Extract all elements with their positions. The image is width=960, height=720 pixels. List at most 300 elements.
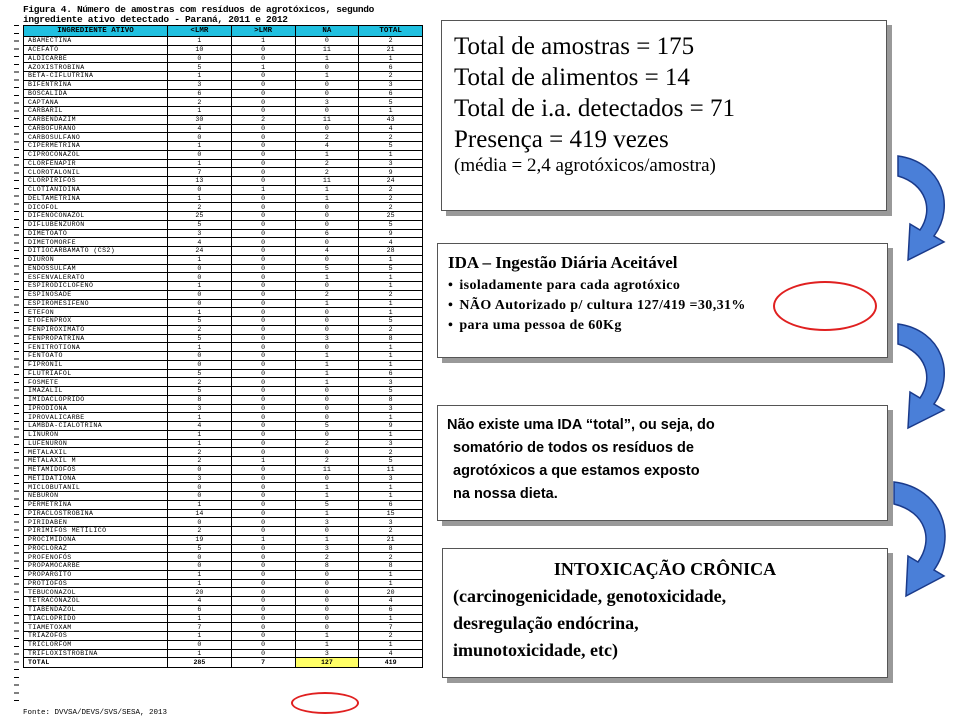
count-cell: 2 bbox=[168, 325, 232, 334]
count-cell: 2 bbox=[359, 448, 423, 457]
count-cell: 2 bbox=[168, 457, 232, 466]
count-cell: 8 bbox=[359, 544, 423, 553]
ingredient-name: DIFLUBENZURON bbox=[24, 220, 168, 229]
table-row bbox=[24, 570, 423, 579]
table-row bbox=[24, 579, 423, 588]
curved-arrow-icon bbox=[890, 150, 960, 268]
ingredient-name: DIFENOCONAZOL bbox=[24, 212, 168, 221]
ingredient-name: CLORPIRIFÓS bbox=[24, 177, 168, 186]
count-cell: 0 bbox=[231, 553, 295, 562]
count-cell: 1 bbox=[295, 509, 359, 518]
count-cell: 2 bbox=[359, 194, 423, 203]
count-cell: 2 bbox=[295, 159, 359, 168]
ingredient-name: BIFENTRINA bbox=[24, 80, 168, 89]
table-row bbox=[24, 177, 423, 186]
table-row bbox=[24, 194, 423, 203]
count-cell: 13 bbox=[168, 177, 232, 186]
count-cell: 0 bbox=[295, 395, 359, 404]
count-cell: 0 bbox=[231, 194, 295, 203]
count-cell: 0 bbox=[231, 632, 295, 641]
count-cell: 0 bbox=[168, 640, 232, 649]
ingredient-name: TEBUCONAZOL bbox=[24, 588, 168, 597]
count-cell: 0 bbox=[231, 352, 295, 361]
chronic-line2: desregulação endócrina, bbox=[453, 613, 639, 633]
table-row bbox=[24, 588, 423, 597]
count-cell: 4 bbox=[359, 597, 423, 606]
ingredient-name: TIABENDAZOL bbox=[24, 605, 168, 614]
count-cell: 2 bbox=[359, 527, 423, 536]
count-cell: 1 bbox=[231, 535, 295, 544]
table-row bbox=[24, 168, 423, 177]
count-cell: 9 bbox=[359, 168, 423, 177]
table-row bbox=[24, 229, 423, 238]
no-total-line4: na nossa dieta. bbox=[453, 486, 558, 502]
ingredient-name: PIRIDABEN bbox=[24, 518, 168, 527]
count-cell: 3 bbox=[168, 404, 232, 413]
table-row bbox=[24, 255, 423, 264]
count-cell: 1 bbox=[359, 640, 423, 649]
count-cell: 3 bbox=[295, 334, 359, 343]
count-cell: 2 bbox=[295, 168, 359, 177]
table-row bbox=[24, 395, 423, 404]
count-cell: 25 bbox=[359, 212, 423, 221]
ingredient-name: ETEFON bbox=[24, 308, 168, 317]
table-row bbox=[24, 562, 423, 571]
count-cell: 0 bbox=[295, 579, 359, 588]
ingredient-name: TIAMETOXAM bbox=[24, 623, 168, 632]
count-cell: 2 bbox=[359, 325, 423, 334]
table-row bbox=[24, 483, 423, 492]
table-row bbox=[24, 544, 423, 553]
table-row bbox=[24, 492, 423, 501]
table-row bbox=[24, 553, 423, 562]
count-cell: 1 bbox=[359, 430, 423, 439]
count-cell: 0 bbox=[231, 124, 295, 133]
ingredient-name: CARBOFURANO bbox=[24, 124, 168, 133]
ida-bullet-3: • para uma pessoa de 60Kg bbox=[448, 316, 877, 336]
table-row bbox=[24, 439, 423, 448]
count-cell: 6 bbox=[295, 229, 359, 238]
ingredient-name: DICOFOL bbox=[24, 203, 168, 212]
count-cell: 5 bbox=[359, 142, 423, 151]
ingredient-name: ALDICARBE bbox=[24, 54, 168, 63]
ingredient-name: IMIDACLOPRIDO bbox=[24, 395, 168, 404]
ingredient-name: CLOTIANIDINA bbox=[24, 185, 168, 194]
count-cell: 1 bbox=[168, 107, 232, 116]
summary-ingredients: Total de i.a. detectados = 71 bbox=[454, 95, 736, 122]
count-cell: 3 bbox=[295, 98, 359, 107]
ingredient-name: METIDATIONA bbox=[24, 474, 168, 483]
count-cell: 1 bbox=[295, 378, 359, 387]
count-cell: 28 bbox=[359, 247, 423, 256]
count-cell: 3 bbox=[359, 518, 423, 527]
count-cell: 2 bbox=[295, 553, 359, 562]
count-cell: 11 bbox=[295, 177, 359, 186]
summary-box bbox=[441, 20, 887, 211]
count-cell: 0 bbox=[295, 474, 359, 483]
ingredient-name: PROCLORAZ bbox=[24, 544, 168, 553]
count-cell: 0 bbox=[231, 142, 295, 151]
ingredient-name: PROTIOFÓS bbox=[24, 579, 168, 588]
ingredient-name: METALAXIL M bbox=[24, 457, 168, 466]
count-cell: 1 bbox=[295, 369, 359, 378]
chronic-intoxication-box bbox=[442, 548, 888, 678]
total-label: TOTAL bbox=[24, 658, 168, 668]
no-total-line3: agrotóxicos a que estamos exposto bbox=[453, 463, 700, 479]
count-cell: 1 bbox=[359, 150, 423, 159]
count-cell: 0 bbox=[231, 623, 295, 632]
ingredient-name: FENITROTIONA bbox=[24, 343, 168, 352]
count-cell: 0 bbox=[231, 343, 295, 352]
count-cell: 1 bbox=[168, 159, 232, 168]
count-cell: 4 bbox=[359, 238, 423, 247]
count-cell: 0 bbox=[295, 448, 359, 457]
count-cell: 1 bbox=[168, 308, 232, 317]
count-cell: 1 bbox=[295, 483, 359, 492]
count-cell: 0 bbox=[231, 98, 295, 107]
count-cell: 0 bbox=[231, 518, 295, 527]
count-cell: 1 bbox=[295, 492, 359, 501]
count-cell: 24 bbox=[359, 177, 423, 186]
count-cell: 3 bbox=[359, 474, 423, 483]
count-cell: 1 bbox=[359, 570, 423, 579]
count-cell: 1 bbox=[359, 255, 423, 264]
table-row bbox=[24, 430, 423, 439]
table-row bbox=[24, 203, 423, 212]
table-row bbox=[24, 404, 423, 413]
table-row bbox=[24, 605, 423, 614]
count-cell: 0 bbox=[231, 395, 295, 404]
count-cell: 0 bbox=[168, 562, 232, 571]
count-cell: 7 bbox=[359, 623, 423, 632]
summary-foods: Total de alimentos = 14 bbox=[454, 64, 690, 91]
table-row bbox=[24, 334, 423, 343]
count-cell: 11 bbox=[295, 115, 359, 124]
count-cell: 1 bbox=[359, 579, 423, 588]
table-row bbox=[24, 150, 423, 159]
figure-title-line2: ingrediente ativo detectado - Paraná, 2011 e 2012 bbox=[23, 14, 288, 25]
count-cell: 2 bbox=[359, 553, 423, 562]
summary-samples: Total de amostras = 175 bbox=[454, 33, 695, 60]
count-cell: 0 bbox=[231, 159, 295, 168]
header-below-lmr: <LMR bbox=[168, 26, 232, 37]
count-cell: 2 bbox=[359, 185, 423, 194]
count-cell: 8 bbox=[168, 395, 232, 404]
ingredient-name: PERMETRINA bbox=[24, 500, 168, 509]
count-cell: 5 bbox=[168, 387, 232, 396]
count-cell: 0 bbox=[168, 185, 232, 194]
count-cell: 0 bbox=[231, 474, 295, 483]
figure-source: Fonte: DVVSA/DEVS/SVS/SESA, 2013 bbox=[23, 709, 168, 717]
count-cell: 3 bbox=[359, 159, 423, 168]
count-cell: 0 bbox=[231, 220, 295, 229]
count-cell: 0 bbox=[231, 579, 295, 588]
count-cell: 0 bbox=[168, 483, 232, 492]
count-cell: 1 bbox=[295, 185, 359, 194]
ingredient-name: NEBURON bbox=[24, 492, 168, 501]
count-cell: 2 bbox=[168, 203, 232, 212]
count-cell: 0 bbox=[231, 282, 295, 291]
count-cell: 0 bbox=[231, 299, 295, 308]
chronic-line3: imunotoxicidade, etc) bbox=[453, 640, 618, 660]
chronic-heading: INTOXICAÇÃO CRÔNICA bbox=[553, 559, 777, 579]
table-row bbox=[24, 518, 423, 527]
count-cell: 8 bbox=[295, 562, 359, 571]
count-cell: 0 bbox=[168, 518, 232, 527]
count-cell: 15 bbox=[359, 509, 423, 518]
count-cell: 0 bbox=[231, 562, 295, 571]
count-cell: 20 bbox=[359, 588, 423, 597]
count-cell: 5 bbox=[359, 98, 423, 107]
count-cell: 3 bbox=[168, 474, 232, 483]
count-cell: 2 bbox=[359, 290, 423, 299]
table-row bbox=[24, 124, 423, 133]
ingredient-name: CIPERMETRINA bbox=[24, 142, 168, 151]
count-cell: 0 bbox=[295, 37, 359, 46]
table-row bbox=[24, 282, 423, 291]
count-cell: 1 bbox=[359, 360, 423, 369]
ingredient-name: METALAXIL bbox=[24, 448, 168, 457]
count-cell: 5 bbox=[359, 387, 423, 396]
count-cell: 1 bbox=[359, 483, 423, 492]
count-cell: 19 bbox=[168, 535, 232, 544]
ingredient-name: FENPROPATRINA bbox=[24, 334, 168, 343]
ingredient-name: TRIFLOXISTROBINA bbox=[24, 649, 168, 658]
table-row bbox=[24, 290, 423, 299]
count-cell: 0 bbox=[231, 404, 295, 413]
table-row bbox=[24, 387, 423, 396]
count-cell: 0 bbox=[295, 107, 359, 116]
ingredient-name: ENDOSSULFAM bbox=[24, 264, 168, 273]
count-cell: 0 bbox=[295, 387, 359, 396]
ingredient-name: LUFENURON bbox=[24, 439, 168, 448]
table-row bbox=[24, 360, 423, 369]
ingredient-name: PROPARGITO bbox=[24, 570, 168, 579]
count-cell: 0 bbox=[295, 317, 359, 326]
ingredient-name: PROFENOFÓS bbox=[24, 553, 168, 562]
total-below-lmr: 285 bbox=[168, 658, 232, 668]
count-cell: 8 bbox=[359, 395, 423, 404]
ida-bullet-1: • isoladamente para cada agrotóxico bbox=[448, 276, 877, 296]
count-cell: 0 bbox=[231, 107, 295, 116]
count-cell: 0 bbox=[295, 63, 359, 72]
count-cell: 0 bbox=[231, 448, 295, 457]
table-row bbox=[24, 422, 423, 431]
table-row bbox=[24, 448, 423, 457]
count-cell: 2 bbox=[359, 37, 423, 46]
table-row bbox=[24, 273, 423, 282]
count-cell: 5 bbox=[168, 544, 232, 553]
summary-average: (média = 2,4 agrotóxicos/amostra) bbox=[454, 155, 716, 176]
count-cell: 0 bbox=[231, 150, 295, 159]
count-cell: 1 bbox=[168, 632, 232, 641]
table-row bbox=[24, 299, 423, 308]
table-row bbox=[24, 308, 423, 317]
count-cell: 11 bbox=[295, 45, 359, 54]
ingredient-name: AZOXISTROBINA bbox=[24, 63, 168, 72]
count-cell: 0 bbox=[295, 570, 359, 579]
count-cell: 0 bbox=[231, 369, 295, 378]
count-cell: 0 bbox=[231, 509, 295, 518]
table-row bbox=[24, 63, 423, 72]
count-cell: 4 bbox=[168, 422, 232, 431]
count-cell: 3 bbox=[359, 378, 423, 387]
count-cell: 3 bbox=[168, 80, 232, 89]
count-cell: 1 bbox=[168, 282, 232, 291]
ida-ellipse bbox=[773, 281, 877, 331]
count-cell: 2 bbox=[359, 133, 423, 142]
total-na-highlight: 127 bbox=[295, 658, 359, 668]
count-cell: 1 bbox=[295, 54, 359, 63]
count-cell: 0 bbox=[231, 168, 295, 177]
ingredient-name: BOSCALIDA bbox=[24, 89, 168, 98]
ingredient-name: ESFENVALERATO bbox=[24, 273, 168, 282]
count-cell: 4 bbox=[168, 124, 232, 133]
count-cell: 0 bbox=[231, 413, 295, 422]
count-cell: 0 bbox=[295, 80, 359, 89]
table-body bbox=[24, 37, 423, 658]
count-cell: 0 bbox=[295, 255, 359, 264]
table-row bbox=[24, 238, 423, 247]
count-cell: 0 bbox=[231, 229, 295, 238]
count-cell: 1 bbox=[359, 343, 423, 352]
table-header-row bbox=[24, 26, 423, 37]
table-row bbox=[24, 413, 423, 422]
count-cell: 1 bbox=[359, 352, 423, 361]
ingredient-name: CARBARIL bbox=[24, 107, 168, 116]
count-cell: 0 bbox=[231, 387, 295, 396]
count-cell: 1 bbox=[359, 492, 423, 501]
ingredient-name: ETOFENPROX bbox=[24, 317, 168, 326]
count-cell: 2 bbox=[295, 439, 359, 448]
count-cell: 4 bbox=[295, 247, 359, 256]
count-cell: 1 bbox=[295, 360, 359, 369]
total-total: 419 bbox=[359, 658, 423, 668]
count-cell: 0 bbox=[231, 500, 295, 509]
count-cell: 6 bbox=[359, 369, 423, 378]
count-cell: 1 bbox=[168, 413, 232, 422]
count-cell: 5 bbox=[168, 220, 232, 229]
count-cell: 24 bbox=[168, 247, 232, 256]
table-row bbox=[24, 212, 423, 221]
pesticide-table-figure bbox=[0, 0, 425, 720]
count-cell: 0 bbox=[231, 45, 295, 54]
count-cell: 1 bbox=[168, 614, 232, 623]
count-cell: 11 bbox=[359, 465, 423, 474]
table-row bbox=[24, 623, 423, 632]
table-row bbox=[24, 72, 423, 81]
count-cell: 0 bbox=[295, 430, 359, 439]
count-cell: 2 bbox=[168, 378, 232, 387]
ingredient-name: TRICLORFOM bbox=[24, 640, 168, 649]
table-row bbox=[24, 378, 423, 387]
count-cell: 1 bbox=[295, 150, 359, 159]
count-cell: 4 bbox=[168, 238, 232, 247]
count-cell: 0 bbox=[231, 640, 295, 649]
count-cell: 3 bbox=[359, 404, 423, 413]
count-cell: 1 bbox=[168, 500, 232, 509]
count-cell: 1 bbox=[168, 430, 232, 439]
curved-arrow-icon bbox=[890, 318, 960, 436]
count-cell: 0 bbox=[295, 212, 359, 221]
count-cell: 0 bbox=[168, 133, 232, 142]
count-cell: 0 bbox=[231, 605, 295, 614]
count-cell: 5 bbox=[295, 500, 359, 509]
count-cell: 0 bbox=[295, 404, 359, 413]
count-cell: 0 bbox=[295, 203, 359, 212]
ingredient-name: FOSMETE bbox=[24, 378, 168, 387]
count-cell: 5 bbox=[359, 220, 423, 229]
table-row bbox=[24, 343, 423, 352]
table-row bbox=[24, 527, 423, 536]
count-cell: 0 bbox=[231, 422, 295, 431]
count-cell: 1 bbox=[295, 632, 359, 641]
table-row bbox=[24, 500, 423, 509]
ingredient-name: METAMIDOFÓS bbox=[24, 465, 168, 474]
table-row bbox=[24, 142, 423, 151]
count-cell: 0 bbox=[295, 588, 359, 597]
ingredient-name: DELTAMETRINA bbox=[24, 194, 168, 203]
residue-table bbox=[23, 25, 423, 668]
count-cell: 0 bbox=[168, 273, 232, 282]
count-cell: 30 bbox=[168, 115, 232, 124]
count-cell: 3 bbox=[295, 649, 359, 658]
ingredient-name: CIPROCONAZOL bbox=[24, 150, 168, 159]
count-cell: 1 bbox=[168, 439, 232, 448]
table-row bbox=[24, 45, 423, 54]
count-cell: 0 bbox=[168, 553, 232, 562]
count-cell: 1 bbox=[359, 107, 423, 116]
count-cell: 2 bbox=[295, 290, 359, 299]
table-row bbox=[24, 509, 423, 518]
ingredient-name: ESPIRODICLOFENO bbox=[24, 282, 168, 291]
ingredient-name: ABAMECTINA bbox=[24, 37, 168, 46]
table-wrapper bbox=[23, 25, 422, 668]
count-cell: 2 bbox=[168, 98, 232, 107]
count-cell: 0 bbox=[231, 527, 295, 536]
count-cell: 0 bbox=[231, 430, 295, 439]
table-row bbox=[24, 597, 423, 606]
table-row bbox=[24, 54, 423, 63]
count-cell: 2 bbox=[359, 203, 423, 212]
count-cell: 1 bbox=[359, 273, 423, 282]
ingredient-name: CAPTANA bbox=[24, 98, 168, 107]
ingredient-name: CARBENDAZIM bbox=[24, 115, 168, 124]
count-cell: 2 bbox=[168, 448, 232, 457]
no-total-line2: somatório de todos os resíduos de bbox=[453, 440, 694, 456]
count-cell: 6 bbox=[359, 500, 423, 509]
table-row bbox=[24, 185, 423, 194]
count-cell: 0 bbox=[168, 150, 232, 159]
count-cell: 4 bbox=[359, 649, 423, 658]
count-cell: 1 bbox=[295, 535, 359, 544]
ingredient-name: ESPIROMESIFENO bbox=[24, 299, 168, 308]
count-cell: 3 bbox=[295, 518, 359, 527]
count-cell: 20 bbox=[168, 588, 232, 597]
count-cell: 4 bbox=[295, 142, 359, 151]
summary-presence: Presença = 419 vezes bbox=[454, 126, 669, 153]
count-cell: 0 bbox=[231, 649, 295, 658]
count-cell: 1 bbox=[359, 413, 423, 422]
ingredient-name: ACEFATO bbox=[24, 45, 168, 54]
count-cell: 0 bbox=[168, 352, 232, 361]
ingredient-name: TETRACONAZOL bbox=[24, 597, 168, 606]
count-cell: 3 bbox=[168, 229, 232, 238]
count-cell: 0 bbox=[295, 89, 359, 98]
count-cell: 3 bbox=[359, 80, 423, 89]
count-cell: 25 bbox=[168, 212, 232, 221]
ida-heading: IDA – Ingestão Diária Aceitável bbox=[448, 253, 678, 272]
